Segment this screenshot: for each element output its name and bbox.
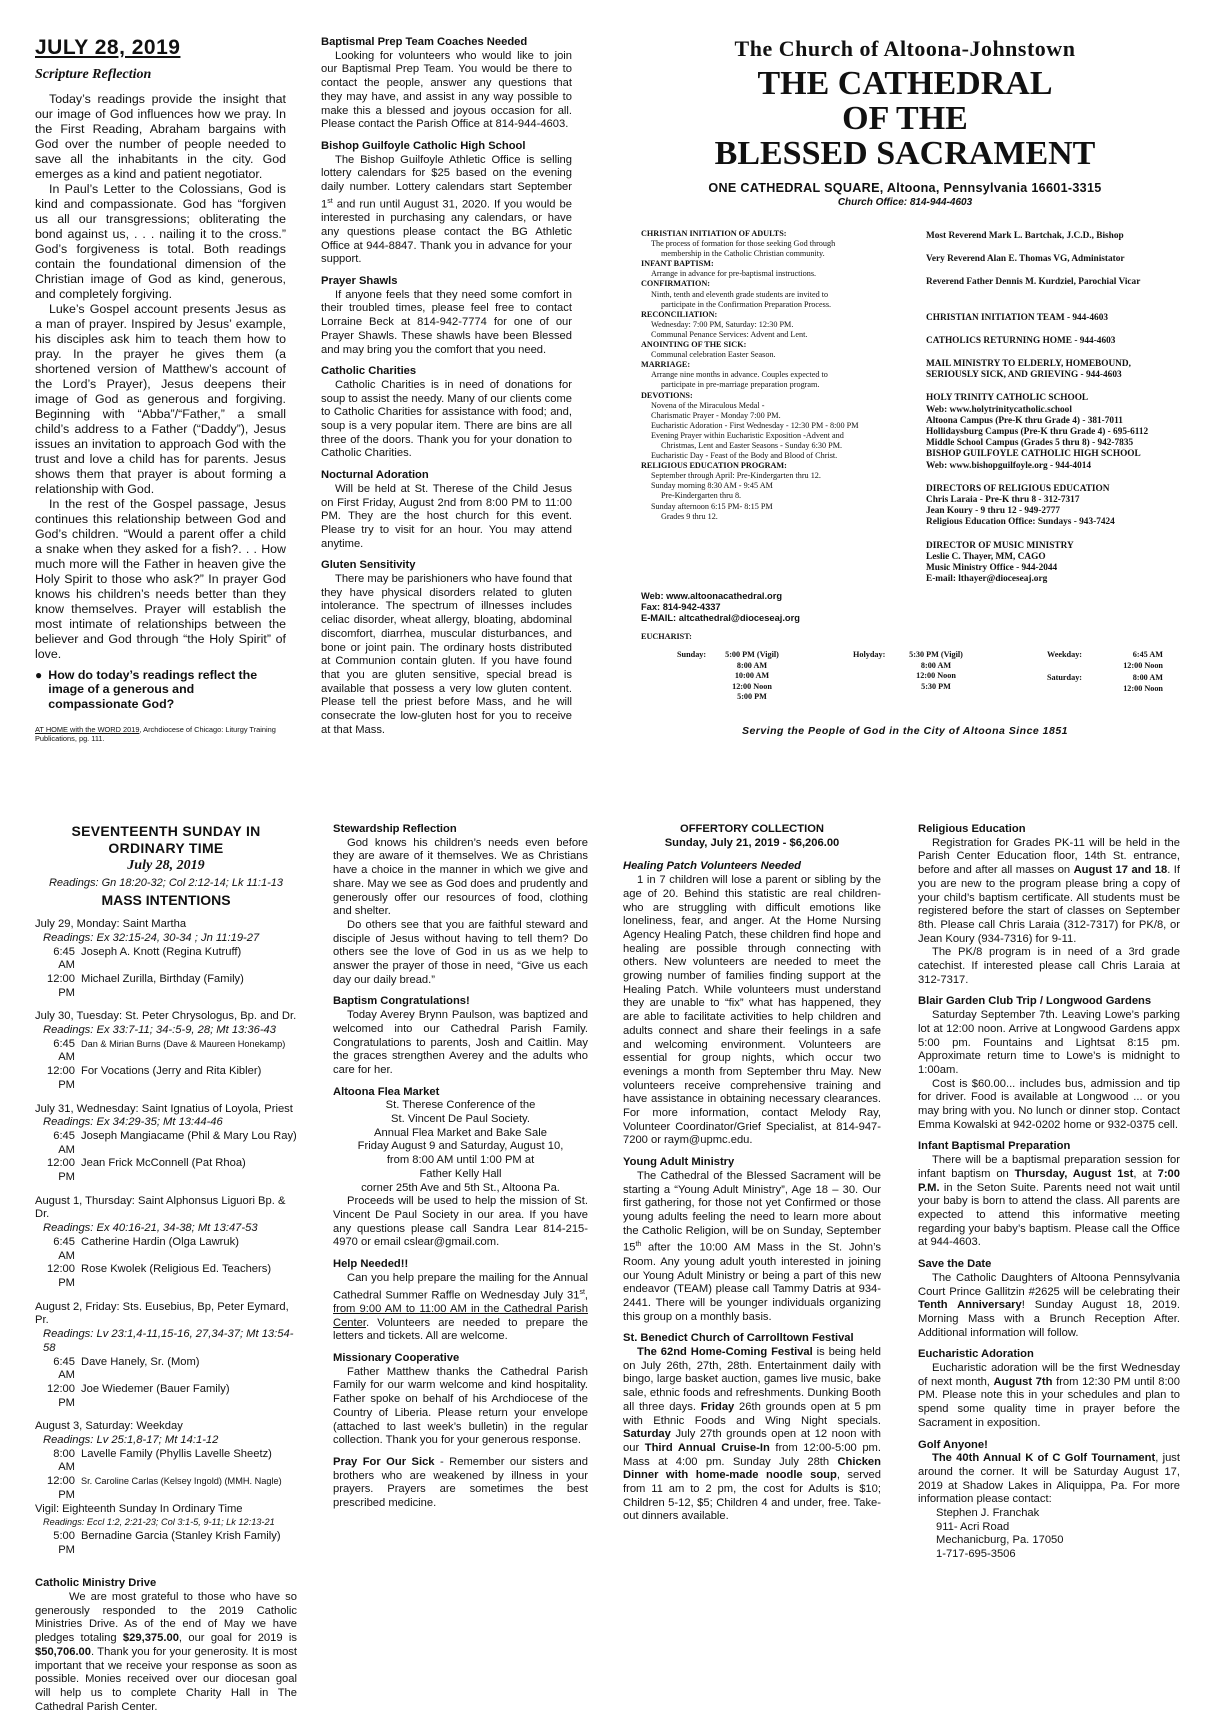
mass-time: 12:00 Noon [916,671,956,681]
contact-line: E-mail: lthayer@dioceseaj.org [926,574,1048,585]
info-line: Wednesday: 7:00 PM, Saturday: 12:30 PM. [651,319,794,329]
intention-name: Bernadine Garcia (Stanley Krish Family) [81,1529,281,1542]
golf-contact [918,1507,1180,1562]
sunday-title: SEVENTEENTH SUNDAY IN [71,823,261,839]
sunday-readings: Readings: Gn 18:20-32; Col 2:12-14; Lk 11:1-13 [48,876,283,889]
intention-time: 12:00 PM [47,1157,75,1184]
intention-row [35,1038,297,1065]
contact-line: CHRISTIAN INITIATION TEAM - 944-4603 [926,312,1109,323]
intention-time: 6:45 AM [53,1235,75,1262]
section-text: Will be held at St. Therese of the Child Jesus on First Friday, August 2nd from 8:00 PM to 11:00 PM. They are the host church for this event. Please try to visit for an hour. You may attend anytime. [321,482,572,550]
info-line: Grades 9 thru 12. [661,511,718,521]
intention-row [35,973,297,1000]
intention-name: Dave Hanely, Sr. (Mom) [81,1355,200,1368]
bulletin-date: JULY 28, 2019 [35,36,181,59]
intention-name: Lavelle Family (Phyllis Lavelle Sheetz) [81,1447,272,1460]
contact-line: DIRECTORS OF RELIGIOUS EDUCATION [926,483,1110,494]
spacer [926,472,1196,484]
vigil-readings: Readings: Eccl 1:2, 2:21-23; Col 3:1-5, 9-11; Lk 12:13-21 [43,1517,275,1528]
mass-time: 5:00 PM [737,692,767,702]
sacraments-info [641,229,921,522]
contact-line: 911- Acri Road [936,1520,1010,1533]
info-line: CHRISTIAN INITIATION OF ADULTS: [641,229,787,238]
intention-time: 12:00 PM [47,972,75,999]
day-readings: Readings: Ex 32:15-24, 30-34 ; Jn 11:19-27 [43,931,260,944]
reflection-paragraph: Today’s readings provide the insight that our image of God influences how we pray. In the First Reading, Abraham bargains with God over the number of people needed to save all the inhabitants in the city. God emerges as a kind and patient negotiator. [35,91,286,181]
contact-line: Reverend Father Dennis M. Kurdziel, Parochial Vicar [926,277,1141,288]
church-address: ONE CATHEDRAL SQUARE, Altoona, Pennsylvania 16601-3315 [708,181,1102,195]
reflection-paragraph: In Paul’s Letter to the Colossians, God is kind and compassionate. God has “forgiven us all our transgressions; obliterating the bond against us, . . . nailing it to the cross.” God’s forgiveness is total. Both readings contain the foundational dimension of the Christian image of God as kind, generous, and completely forgiving. [35,181,286,301]
contact-line: Stephen J. Franchak [936,1507,1040,1520]
intention-name: Joseph Mangiacame (Phil & Mary Lou Ray) [81,1129,297,1142]
source-link[interactable]: AT HOME with the WORD 2019 [35,725,140,735]
flea-market-details [333,1099,588,1195]
section-heading: Golf Anyone! [918,1438,988,1451]
saturday-label: Saturday: [1047,673,1083,682]
info-line: September through April: Pre-Kindergarten thru 12. [651,471,821,481]
info-line: ANOINTING OF THE SICK: [641,340,747,350]
section-text: Cost is $60.00... includes bus, admission and tip for driver. Food is available at Longwood ... or you may bring with you. No lunch or dinner stop. Contact Emma Kowalski at 942-0202 home or 932-0375 cell. [918,1077,1180,1131]
flea-line: Annual Flea Market and Bake Sale [374,1126,547,1139]
day-readings: Readings: Ex 34:29-35; Mt 13:44-46 [43,1116,223,1129]
section-text: Today Averey Brynn Paulson, was baptized and welcomed into our Cathedral Parish Family. Congratulations to parents, Josh and Caitlin. May the graces strengthen Averey and the adults who care for her. [333,1009,588,1076]
flea-line: St. Therese Conference of the [385,1099,536,1112]
mass-intention-day [35,918,297,1000]
info-line: INFANT BAPTISM: [641,259,714,269]
source-citation: AT HOME with the WORD 2019, Archdiocese of Chicago: Liturgy Training Publications, pg. 111. [35,725,276,744]
mass-time: 8:00 AM [736,660,768,670]
section-heading: Stewardship Reflection [333,823,457,835]
section-text: God knows his children’s needs even before they are aware of it themselves. We as Christians have a choice in the manner in which we give and share. May we see as God does and prudently and generously offer our resources of food, clothing and shelter. [333,836,588,918]
intention-name: Catherine Hardin (Olga Lawruk) [81,1235,239,1248]
contact-line: Middle School Campus (Grades 5 thru 8) - 942-7835 [926,438,1134,449]
mass-intention-day [35,1420,297,1557]
info-line: RECONCILIATION: [641,309,718,319]
intention-name: Joe Wiedemer (Bauer Family) [81,1382,230,1395]
intention-row [35,1530,297,1557]
section-heading: Save the Date [918,1258,992,1271]
section-text: The 62nd Home-Coming Festival is being held on July 26th, 27th, 28th. Entertainment daily with bingo, large basket auction, games live music, bake sale, ethnic foods and refreshments. Dunking Booth all three days. Friday 26th grounds open at 5 pm with Ethnic Foods and Wing Night specials. Saturday July 27th grounds open at 12 noon with our Third Annual Cruise-In from 12:00-5:00 pm. Mass at 4:00 pm. Sunday July 28th Chicken Dinner with home-made noodle soup, served from 11 am to 2 pm, the cost for Adults is $10; Children 5-12, $5; Children 4 and under, free. Take-out dinners available. [623,1346,881,1523]
mass-time: 12:00 Noon [732,681,772,691]
intention-row [35,1448,297,1475]
mass-intentions-list [35,918,297,1410]
section-heading: Missionary Cooperative [333,1352,460,1365]
info-line: MARRIAGE: [641,360,691,370]
eucharist-schedule [641,632,1181,712]
section-text: Father Matthew thanks the Cathedral Parish Family for our warm welcome and kind hospitality. Father spoke on behalf of his Archdiocese of the Country of Liberia. Please return your envelope (attached to last week’s bulletin) in the regular collection. Thank you for your generous response. [333,1365,588,1447]
contact-line: Leslie C. Thayer, MM, CAGO [926,551,1046,562]
contact-line: Chris Laraia - Pre-K thru 8 - 312-7317 [926,495,1080,506]
spacer [926,265,1196,277]
spacer [926,301,1196,313]
section-heading: Young Adult Ministry [623,1156,735,1169]
mass-time: 10:00 AM [734,671,770,681]
masthead [620,36,1190,208]
contact-line: CATHOLICS RETURNING HOME - 944-4603 [926,335,1116,346]
info-line: Evening Prayer within Eucharistic Exposition -Advent and [651,430,844,440]
intention-time: 12:00 PM [47,1475,75,1501]
day-heading: August 3, Saturday: Weekday [35,1420,183,1433]
section-heading: Eucharistic Adoration [918,1348,1034,1361]
website-link[interactable]: Web: www.altoonacathedral.org [641,591,783,601]
contact-line: DIRECTOR OF MUSIC MINISTRY [926,540,1074,551]
flea-line: corner 25th Ave and 5th St., Altoona Pa. [361,1181,560,1194]
intention-name: Rose Kwolek (Religious Ed. Teachers) [81,1263,272,1276]
bullet-icon: ● [35,667,43,682]
section-heading: Bishop Guilfoyle Catholic High School [321,139,526,152]
intention-name: Jean Frick McConnell (Pat Rhoa) [81,1157,246,1170]
info-line: Communal celebration Easter Season. [651,350,776,360]
reflection-paragraph: Luke’s Gospel account presents Jesus as a man of prayer. Inspired by Jesus’ example, his disciples ask him to teach them how to pray. In the prayer he gives them (a shortened version of Matthew’s account of the Lord’s Prayer), Jesus deepens their image of God as generous and forgiving. Beginning with “Abba”/“Father,” a small child’s address to a Father (“Daddy”), Jesus issues an invitation to approach God with the trust and love a child has for parents. Jesus shows them that prayer is about forming a relationship with God. [35,301,286,496]
day-heading: July 31, Wednesday: Saint Ignatius of Loyola, Priest [35,1102,293,1115]
info-line: RELIGIOUS EDUCATION PROGRAM: [641,461,787,471]
intention-time: 6:45 AM [53,1037,75,1064]
section-heading: Catholic Ministry Drive [35,1577,157,1590]
info-line: membership in the Catholic Christian community. [661,249,825,259]
mass-time: 8:00 AM [1132,673,1163,682]
spacer [926,529,1196,541]
mass-intention-day [35,1195,297,1291]
section-heading: Nocturnal Adoration [321,469,429,482]
sunday-label: Sunday: [677,650,707,659]
weekday-label: Weekday: [1047,650,1083,659]
announcements-column-1 [321,36,572,737]
mass-time: 5:30 PM (Vigil) [909,650,963,659]
mass-time: 12:00 Noon [1123,660,1163,670]
section-text: Looking for volunteers who would like to join our Baptismal Prep Team. You would be there to contact the people, answer any questions that they may have, and assist in any way possible to make this a blessed and joyous occasion for all. Please contact the Parish Office at 814-944-4603. [321,49,572,131]
mass-time: 6:45 AM [1132,650,1163,659]
section-text: 1 in 7 children will lose a parent or sibling by the age of 20. Behind this statistic are real children- who are struggling with difficult emotions like loneliness, fear, and anger. At the Home Nursing Agency Healing Patch, these children find hope and healing are possible through connecting with others. New volunteers are needed to meet the growing number of families finding support at the Healing Patch. While volunteers must understand they are unable to “fix” what has happened, they are able to facilitate activities to help children and adults connect and share their feelings in a safe and welcoming environment. Volunteers are essential for group nights, which occur two evenings a month from September thru May. New volunteers receive comprehensive training and have assistance in obtaining necessary clearances. For more information, contact Melody Ray, Volunteer Coordinator/Grief Specialist, at 814-947-7200 or raym@upmc.edu. [623,874,881,1147]
info-line: Eucharistic Day - Feast of the Body and Blood of Christ. [651,451,838,461]
info-line: Communal Penance Services: Advent and Lent. [651,329,808,339]
info-line: Christmas, Lent and Easter Seasons - Sunday 6:30 PM. [661,440,843,450]
email-link[interactable]: E-MAIL: altcathedral@dioceseaj.org [641,613,800,624]
flea-line: Friday August 9 and Saturday, August 10, [357,1140,564,1153]
mass-intention-day [35,1010,297,1092]
contact-line: Web: www.bishopguilfoyle.org - 944-4014 [926,460,1092,471]
section-text: Can you help prepare the mailing for the Annual Cathedral Summer Raffle on Wednesday July 31st, from 9:00 AM to 11:00 AM in the Cathedral Parish Center. Volunteers are needed to prepare the letters and tickets. All are welcome. [333,1271,588,1343]
intention-time: 12:00 PM [47,1263,75,1289]
intention-row [35,1130,297,1157]
holyday-label: Holyday: [853,650,886,659]
contact-links [641,591,921,625]
info-line: Arrange in advance for pre-baptismal instructions. [651,269,817,279]
contact-line: SERIOUSLY SICK, AND GRIEVING - 944-4603 [926,370,1122,381]
mass-intentions-column [35,823,297,1714]
section-text: Eucharistic adoration will be the first Wednesday of next month, August 7th from 12:30 PM until 8:00 PM. Please note this in your schedules and plan to spend some quality time in prayer before the Sacrament in exposition. [918,1362,1180,1429]
intention-time: 5:00 PM [53,1529,75,1556]
intention-row [35,1263,297,1290]
mass-intention-day [35,1103,297,1185]
intention-row [35,1236,297,1263]
mass-date: July 28, 2019 [127,858,205,873]
contact-line: Music Ministry Office - 944-2044 [926,563,1058,574]
section-heading: Baptismal Prep Team Coaches Needed [321,36,528,48]
intention-row [35,1157,297,1184]
info-line: Ninth, tenth and eleventh grade students are invited to [651,289,829,299]
announcements-column-4 [918,823,1180,1562]
mass-time: 8:00 AM [920,660,952,670]
scripture-reflection-heading: Scripture Reflection [35,67,152,82]
info-line: Sunday morning 8:30 AM - 9:45 AM [651,481,773,491]
contact-line: Web: www.holytrinitycatholic.school [926,404,1072,415]
mass-intentions-heading: MASS INTENTIONS [101,892,231,909]
section-heading: Baptism Congratulations! [333,995,470,1008]
vigil-heading: Vigil: Eighteenth Sunday In Ordinary Time [35,1502,243,1515]
section-text: We are most grateful to those who have so generously responded to the 2019 Catholic Ministries Drive. As of the end of May we have pledges totaling $29,375.00, our goal for 2019 is $50,706.00. Thank you for your generosity. It is most important that we receive your response as soon as possible. Monies received over our diocesan goal will help us to complete Charity Hall in The Cathedral Parish Center. [35,1591,297,1713]
flea-line: from 8:00 AM until 1:00 PM at [386,1154,535,1167]
info-line: The process of formation for those seeking God through [651,239,836,249]
announcements-column-2 [333,823,588,1511]
section-heading: Blair Garden Club Trip / Longwood Gardens [918,995,1152,1008]
intention-time: 6:45 AM [53,945,75,972]
spacer [926,242,1196,254]
day-readings: Readings: Ex 33:7-11; 34-:5-9, 28; Mt 13:36-43 [43,1024,277,1037]
section-text: The PK/8 program is in need of a 3rd grade catechist. If interested please call Chris Laraia at 312-7317. [918,946,1180,986]
church-name: The Church of Altoona-Johnstown [734,36,1076,61]
section-text: There will be a baptismal preparation session for infant baptism on Thursday, August 1st, at 7:00 P.M. in the Seton Suite. Parents need not wait until your baby is born to attend the class. All parents are expected to attend this informative meeting regarding your baby’s baptism. Please call the Office at 944-4603. [918,1154,1181,1249]
section-text: There may be parishioners who have found that they have physical disorders related to gluten intolerance. The spectrum of illnesses includes celiac disorder, wheat allergy, bloating, abdominal discomfort, diarrhea, muscular disturbances, and bone or joint pain. The ordinary hosts distributed at Communion contain gluten. If you have found that you are gluten sensitive, special bread is available that possess a very low gluten content. Please tell the priest before Mass, and he will consecrate the low-gluten host for you to receive at that Mass. [321,573,572,736]
info-line: Eucharistic Adoration - First Wednesday - 12:30 PM - 8:00 PM [651,420,859,430]
offertory-amount: Sunday, July 21, 2019 - $6,206.00 [664,836,840,849]
reflection-paragraph: In the rest of the Gospel passage, Jesus continues this relationship between God and God’s children. “Would a parent offer a child a snake when they asked for a fish?. . . How much more will the Father in heaven give the Holy Spirit to those who ask?” In prayer God knows his children’s needs better than they know themselves. Prayer will establish the most intimate of relationships between the believer and God through “the Holy Spirit” of love. [35,496,286,661]
spacer [926,289,1196,301]
contact-line: Hollidaysburg Campus (Pre-K thru Grade 4) - 695-6112 [926,427,1149,438]
intention-name: Michael Zurilla, Birthday (Family) [81,972,244,985]
info-line: participate in the Confirmation Preparation Process. [661,299,832,309]
sunday-times [717,650,787,703]
section-heading: Infant Baptismal Preparation [918,1140,1071,1153]
info-line: CONFIRMATION: [641,279,710,289]
intention-time: 12:00 PM [47,1065,75,1091]
intention-name: Joseph A. Knott (Regina Kutruff) [81,945,242,958]
offertory-heading: OFFERTORY COLLECTION [680,823,824,835]
cathedral-title-3: BLESSED SACRAMENT [714,135,1096,172]
contact-line: Altoona Campus (Pre-K thru Grade 4) - 381-7011 [926,415,1123,426]
intention-time: 12:00 PM [47,1382,75,1409]
intention-time: 6:45 AM [53,1129,75,1156]
intention-time: 8:00 AM [53,1447,75,1474]
contact-line: Mechanicburg, Pa. 17050 [936,1534,1064,1547]
announcements-column-3 [623,823,881,1524]
section-text: Catholic Charities is in need of donations for soup to assist the needy. Many of our clients come to Catholic Charities for assistance with food; and, soup is a very popular item. There are bins are all three of the doors. Thank you for your donation to Catholic Charities. [321,378,572,460]
saturday-times [1093,673,1163,694]
intention-name: Sr. Caroline Carlas (Kelsey Ingold) (MMH. Nagle) [81,1476,282,1487]
contact-line: 1-717-695-3506 [936,1548,1016,1561]
info-line: Sunday afternoon 6:15 PM- 8:15 PM [651,501,773,511]
section-heading: Religious Education [918,823,1026,835]
clergy-contacts [926,231,1196,585]
day-readings: Readings: Lv 25:1,8-17; Mt 14:1-12 [43,1434,219,1447]
mass-time: 5:00 PM (Vigil) [725,650,779,659]
section-text: Proceeds will be used to help the mission of St. Vincent De Paul Society in our area. If you have any questions please call Sandra Lear 814-215-4970 or email cslear@gmail.com. [333,1195,588,1249]
sunday-title-2: ORDINARY TIME [108,840,224,856]
contact-line: MAIL MINISTRY TO ELDERLY, HOMEBOUND, [926,359,1131,370]
day-readings: Readings: Ex 40:16-21, 34-38; Mt 13:47-53 [43,1222,258,1235]
section-heading: Prayer Shawls [321,274,398,287]
mass-intention-day [35,1301,297,1411]
info-line: participate in pre-marriage preparation program. [661,380,820,390]
day-readings: Readings: Lv 23:1,4-11,15-16, 27,34-37; Mt 13:54-58 [43,1328,294,1354]
section-text: The Bishop Guilfoyle Athletic Office is selling lottery calendars for $25 based on the evening daily number. Lottery calendars start September 1st and run until August 31, 2020. If you would be interested in purchasing any calendars, or have any questions please contact the BG Athletic Office at 944-8847. Thank you in advance for your support. [321,153,572,266]
section-heading: St. Benedict Church of Carrolltown Festival [623,1332,854,1345]
mass-time: 5:30 PM [921,681,951,691]
section-heading: Help Needed!! [333,1258,409,1271]
section-text: Saturday September 7th. Leaving Lowe’s parking lot at 12:00 noon. Arrive at Longwood Gardens appx 5:00 pm. Fountains and Lightsat 8:15 pm. Approximate return time to Lowe’s is midnight to 1:00am. [918,1009,1180,1076]
intention-row [35,1475,297,1502]
info-line: Arrange nine months in advance. Couples expected to [651,370,828,380]
contact-line: BISHOP GUILFOYLE CATHOLIC HIGH SCHOOL [926,449,1141,460]
contact-line: HOLY TRINITY CATHOLIC SCHOOL [926,393,1089,404]
day-heading: August 1, Thursday: Saint Alphonsus Liguori Bp. & Dr. [35,1194,286,1221]
intention-row [35,1383,297,1410]
spacer [926,324,1196,336]
section-text: Registration for Grades PK-11 will be held in the Parish Center Education floor, 14th St. entrance, before and after all masses on August 17 and 18. If you are new to the program please bring a copy of your child’s baptism certificate. All students must be registered before the start of classes on September 8th. Please call Chris Laraia (312-7317) for PK/8, or Jean Koury (934-7316) for 9-11. [918,836,1180,945]
info-line: DEVOTIONS: [641,390,693,400]
serving-tagline: Serving the People of God in the City of Altoona Since 1851 [741,725,1069,737]
contact-line: Very Reverend Alan E. Thomas VG, Administator [926,254,1125,265]
pray-for-sick: Pray For Our Sick - Remember our sisters and brothers who are weakened by illness in your prayers. Prayers are sometimes the best prescribed medicine. [333,1455,588,1510]
spacer [926,381,1196,393]
section-heading: Altoona Flea Market [333,1085,440,1098]
day-heading: July 30, Tuesday: St. Peter Chrysologus, Bp. and Dr. [35,1010,297,1023]
intention-row [35,946,297,973]
section-text: The 40th Annual K of C Golf Tournament, just around the corner. It will be Saturday August 17, 2019 at Shadow Lakes in Aliquippa, Pa. For more information please contact: [918,1452,1180,1506]
intention-time: 6:45 AM [53,1355,75,1382]
intention-row [35,1356,297,1383]
flea-line: St. Vincent De Paul Society. [391,1113,530,1126]
section-text: The Cathedral of the Blessed Sacrament will be starting a “Young Adult Ministry”, Age 18 – 30. Our first gathering, for those not yet Confirmed or those young adults feeling the need to learn more about the Catholic Religion, will be on Sunday, September 15th after the 10:00 AM Mass in the St. John’s Room. Any young adult youth interested in joining our Young Adult Ministry or being a part of this new endeavor (TEAM) please call Tammy Datris at 934-2441. There will be younger individuals organizing this group on a monthly basis. [623,1169,881,1323]
scripture-reflection-column [35,36,286,743]
info-line: Pre-Kindergarten thru 8. [661,491,742,501]
section-heading: Gluten Sensitivity [321,559,416,572]
section-heading: Catholic Charities [321,365,417,378]
info-line: Novena of the Miraculous Medal - [651,400,765,410]
contact-line: Most Reverend Mark L. Bartchak, J.C.D., Bishop [926,231,1124,241]
mass-time: 12:00 Noon [1123,683,1163,693]
eucharist-label: EUCHARIST: [641,632,692,641]
intention-name: Dan & Mirian Burns (Dave & Maureen Honekamp) [81,1038,286,1049]
flea-line: Father Kelly Hall [419,1167,502,1180]
section-text: If anyone feels that they need some comfort in their troubled times, please feel free to contact Lorraine Beck at 814-942-7774 for one of our Prayer Shawls. These shawls have been Blessed and may bring you the comfort that you need. [321,288,572,356]
day-heading: July 29, Monday: Saint Martha [35,918,187,931]
fax-number: Fax: 814-942-4337 [641,602,721,613]
spacer [926,347,1196,359]
church-office-phone: Church Office: 814-944-4603 [837,197,973,208]
intention-row [35,1065,297,1092]
reflection-question: ● How do today’s readings reflect the image of a generous and compassionate God? [35,667,258,711]
weekday-times [1093,650,1163,671]
info-line: Charismatic Prayer - Monday 7:00 PM. [651,410,781,420]
holyday-times [891,650,981,692]
contact-line: Jean Koury - 9 thru 12 - 949-2777 [926,506,1061,517]
day-heading: August 2, Friday: Sts. Eusebius, Bp, Peter Eymard, Pr. [35,1300,289,1327]
section-heading: Healing Patch Volunteers Needed [623,860,802,873]
intention-name: For Vocations (Jerry and Rita Kibler) [81,1065,262,1078]
section-text: The Catholic Daughters of Altoona Pennsylvania Court Prince Gallitzin #2625 will be celebrating their Tenth Anniversary! Sunday August 18, 2019. Morning Mass with a Brunch Reception After. Additional information will follow. [918,1271,1181,1339]
section-text: Do others see that you are faithful steward and disciple of Jesus without having to tell them? Do others see the love of God in us as we help to answer the prayer of those in need, “Give us each day our daily bread.” [333,918,588,986]
cathedral-title-1: THE CATHEDRAL [757,65,1053,102]
cathedral-title-2: OF THE [842,100,968,137]
contact-line: Religious Education Office: Sundays - 943-7424 [926,517,1115,528]
